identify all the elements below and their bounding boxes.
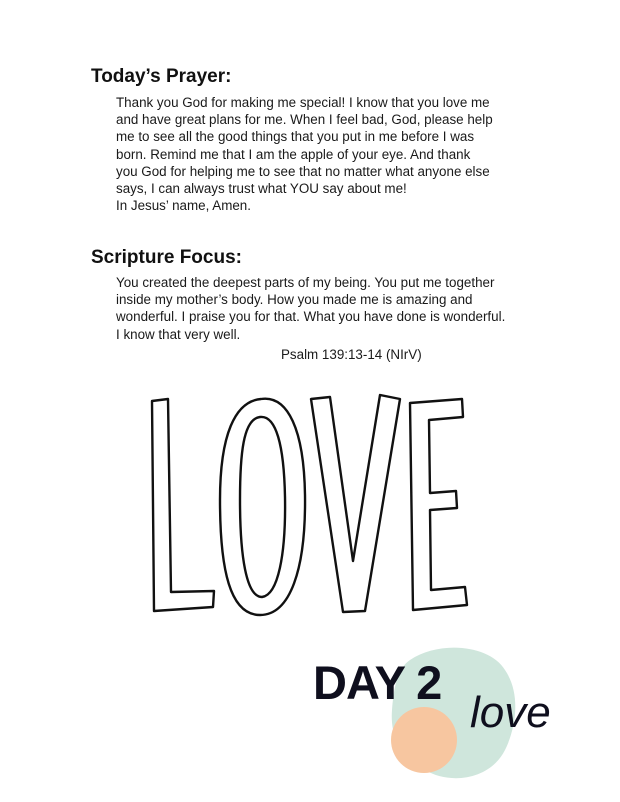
- prayer-text: Thank you God for making me special! I know that you love me and have great plans for me. When I feel bad, God, please help me to see all the good things that you put in me before I was born. Remind me that I am the apple of your eye. And thank you God for helping me to see that no matter what anyone else says, I can always trust what YOU say about me! In Jesus’ name, Amen.: [116, 95, 493, 214]
- letter-v-outline: [311, 395, 400, 612]
- letter-o-outline: [220, 399, 305, 615]
- scripture-text: You created the deepest parts of my being. You put me together inside my mother’s body. How you made me is amazing and wonderful. I praise you for that. What you have done is wonderful. I know that very well.: [116, 275, 506, 342]
- scripture-heading: Scripture Focus:: [91, 247, 242, 268]
- day-label: DAY 2: [313, 656, 442, 709]
- letter-l-outline: [152, 399, 214, 611]
- letter-e-outline: [410, 399, 467, 610]
- prayer-heading: Today’s Prayer:: [91, 66, 232, 87]
- love-outline-art: [140, 385, 480, 625]
- scripture-citation: Psalm 139:13-14 (NIrV): [281, 347, 422, 362]
- peach-circle: [391, 707, 457, 773]
- theme-word: love: [470, 688, 551, 737]
